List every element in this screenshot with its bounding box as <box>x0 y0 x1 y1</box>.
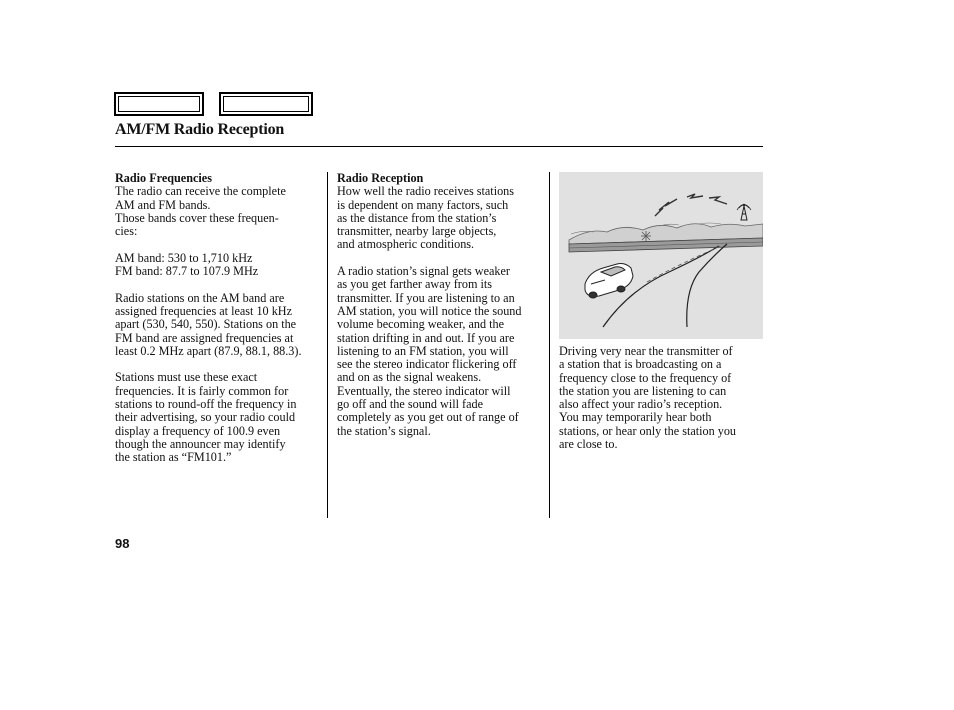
radio-signal-car-illustration <box>559 172 763 339</box>
column-radio-reception <box>337 172 543 451</box>
section-heading-radio-frequencies: Radio Frequencies <box>115 171 212 185</box>
nav-box-contents[interactable] <box>219 92 313 116</box>
nav-box-previous[interactable] <box>114 92 204 116</box>
page-title: AM/FM Radio Reception <box>115 121 285 138</box>
column-interference <box>559 345 765 465</box>
paragraph: How well the radio receives stations is dependent on many factors, such as the distance from the station’s transmitter, nearby large objects, and atmospheric conditions. <box>337 184 515 252</box>
paragraph: Radio stations on the AM band are assigned frequencies at least 10 kHz apart (530, 540, 550). Stations on the FM band are assigned frequencies at least 0.2 MHz apart (87.9, 88.1, 88.3). <box>115 290 302 358</box>
column-radio-frequencies <box>115 172 321 478</box>
title-rule <box>115 146 763 147</box>
column-divider <box>549 172 550 518</box>
paragraph: AM band: 530 to 1,710 kHz FM band: 87.7 to 107.9 MHz <box>115 250 259 279</box>
paragraph: The radio can receive the complete AM and FM bands. Those bands cover these frequen- cies: <box>115 184 286 239</box>
section-heading-radio-reception: Radio Reception <box>337 171 424 185</box>
paragraph: A radio station’s signal gets weaker as you get farther away from its transmitter. If you are listening to an AM station, you will notice the sound volume becoming weaker, and the station drifting in and out. If you are listening to an FM station, you will see the stereo indicator flickering off and on as the signal weakens. Eventually, the stereo indicator will go off and the sound will fade completely as you get out of range of the station’s signal. <box>337 264 522 438</box>
paragraph: Stations must use these exact frequencies. It is fairly common for stations to round-off the frequency in their advertising, so your radio could display a frequency of 100.9 even though the announcer may identify the station as “FM101.” <box>115 370 297 465</box>
column-divider <box>327 172 328 518</box>
paragraph: Driving very near the transmitter of a station that is broadcasting on a frequency close to the frequency of the station you are listening to can also affect your radio’s reception. You may temporarily hear both stations, or hear only the station you are close to. <box>559 344 737 452</box>
page-number: 98 <box>115 536 130 551</box>
illustration-icon <box>559 172 763 339</box>
